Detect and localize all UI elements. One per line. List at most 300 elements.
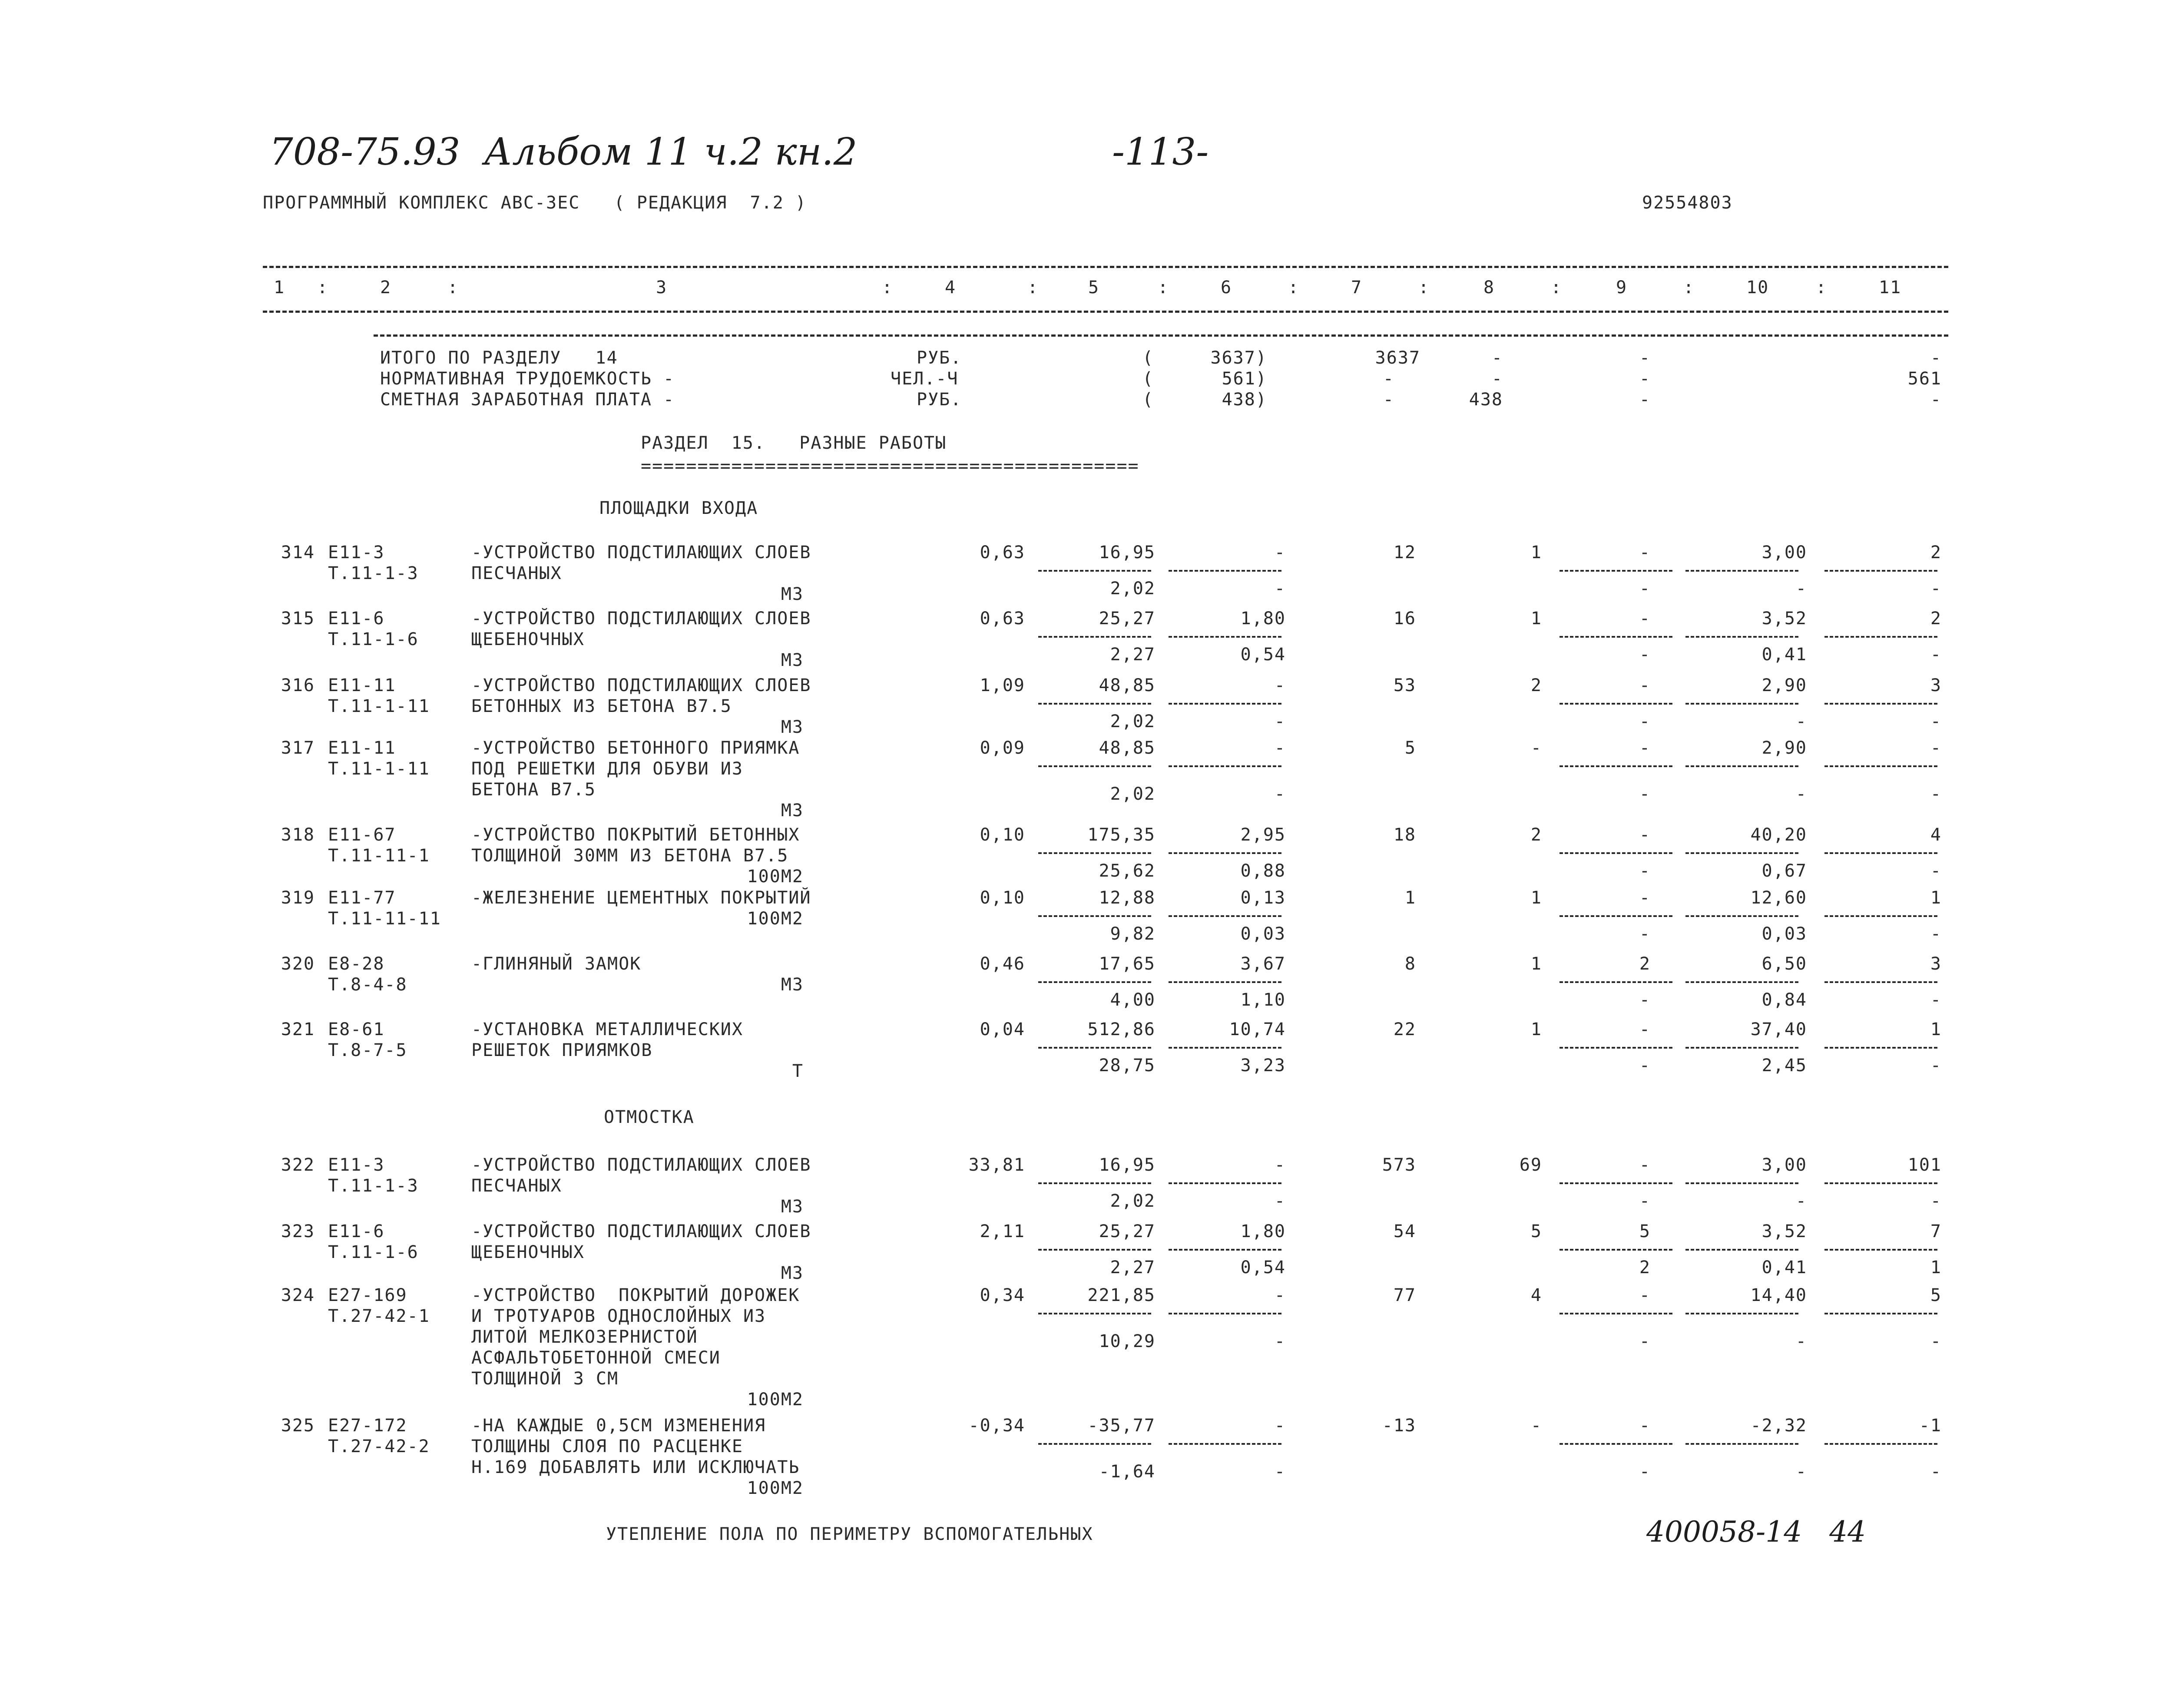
item-quantity: 0,46 (980, 954, 1025, 974)
item-reference: Т.11-1-6 (328, 629, 419, 649)
item-quantity: 0,10 (980, 825, 1025, 845)
totals-c11: - (1930, 390, 1942, 410)
item-wage-machines: - (1274, 579, 1286, 599)
item-reference: Т.11-11-1 (328, 846, 430, 866)
item-description-line: ТОЛЩИНОЙ 30ММ ИЗ БЕТОНА В7.5 (471, 846, 789, 866)
item-unit: 100М2 (747, 909, 804, 929)
col-num-10: 10 (1746, 278, 1769, 298)
item-col9: - (1639, 1020, 1651, 1039)
cell-separator (1685, 636, 1798, 638)
item-cost-total: 16,95 (1099, 543, 1156, 563)
cell-separator (1038, 915, 1151, 917)
item-number: 322 (281, 1155, 315, 1175)
cell-separator (1169, 981, 1281, 983)
totals-unit: РУБ. (917, 390, 962, 410)
item-number: 323 (281, 1221, 315, 1241)
item-code: Е11-67 (328, 825, 396, 845)
item-col8: 1 (1530, 954, 1542, 974)
item-unit: 100М2 (747, 867, 804, 887)
item-description-line: АСФАЛЬТОБЕТОННОЙ СМЕСИ (471, 1348, 721, 1368)
cell-separator (1038, 703, 1151, 705)
cell-separator (1559, 765, 1672, 767)
item-unit: М3 (781, 801, 804, 821)
cell-separator (1169, 852, 1281, 854)
item-description-line: И ТРОТУАРОВ ОДНОСЛОЙНЫХ ИЗ (471, 1306, 766, 1326)
col-num-8: 8 (1483, 278, 1495, 298)
cell-separator (1038, 570, 1151, 572)
item-description-line: -УСТРОЙСТВО БЕТОННОГО ПРИЯМКА (471, 738, 800, 758)
item-cost-total: -35,77 (1087, 1416, 1156, 1436)
item-col9: - (1639, 1155, 1651, 1175)
handwritten-page-number: -113- (1112, 130, 1209, 174)
item-sub-col11: - (1930, 1462, 1942, 1482)
item-wage-total: 4,00 (1110, 990, 1156, 1010)
item-reference: Т.11-1-11 (328, 696, 430, 716)
item-sub-col9: - (1639, 712, 1651, 732)
cell-separator (1824, 1182, 1937, 1184)
item-description-line: -УСТРОЙСТВО ПОДСТИЛАЮЩИХ СЛОЕВ (471, 675, 811, 695)
col-sep: : (1683, 278, 1695, 298)
item-col10: 2,90 (1761, 675, 1807, 695)
col-sep: : (1158, 278, 1169, 298)
item-sub-col10: - (1795, 1191, 1807, 1211)
program-line: ПРОГРАММНЫЙ КОМПЛЕКС АВС-3ЕС ( РЕДАКЦИЯ 7.2 ) (263, 193, 807, 213)
item-col8: - (1530, 738, 1542, 758)
item-unit: М3 (781, 650, 804, 670)
item-sub-col10: 0,41 (1761, 1258, 1807, 1278)
item-sub-col10: 0,67 (1761, 861, 1807, 881)
column-number-row (0, 278, 2172, 300)
item-wage-machines: 1,10 (1240, 990, 1286, 1010)
item-cost-machines: 3,67 (1240, 954, 1286, 974)
item-sub-col9: - (1639, 645, 1651, 665)
col-num-6: 6 (1221, 278, 1232, 298)
item-col10: 3,52 (1761, 609, 1807, 629)
item-wage-machines: - (1274, 1191, 1286, 1211)
item-col7: 1 (1404, 888, 1416, 908)
item-col7: 53 (1393, 675, 1416, 695)
totals-c6: ( 438) (1142, 390, 1267, 410)
item-description-line: ТОЛЩИНОЙ 3 СМ (471, 1369, 619, 1389)
item-wage-total: 10,29 (1099, 1331, 1156, 1351)
item-wage-machines: 0,54 (1240, 1258, 1286, 1278)
item-col10: 6,50 (1761, 954, 1807, 974)
col-num-11: 11 (1879, 278, 1902, 298)
cell-separator (1685, 1249, 1798, 1251)
cell-separator (1824, 765, 1937, 767)
item-number: 317 (281, 738, 315, 758)
item-sub-col9: - (1639, 1056, 1651, 1076)
cell-separator (1685, 1047, 1798, 1049)
item-description-line: ЩЕБЕНОЧНЫХ (471, 1242, 585, 1262)
totals-c7: - (1383, 369, 1394, 389)
col-num-3: 3 (656, 278, 668, 298)
item-number: 320 (281, 954, 315, 974)
item-wage-total: 2,02 (1110, 784, 1156, 804)
cell-separator (1169, 1249, 1281, 1251)
item-col10: -2,32 (1750, 1416, 1807, 1436)
item-unit: М3 (781, 584, 804, 604)
item-col10: 2,90 (1761, 738, 1807, 758)
col-num-5: 5 (1088, 278, 1100, 298)
item-wage-total: 2,02 (1110, 1191, 1156, 1211)
item-col9: - (1639, 609, 1651, 629)
cell-separator (1169, 1313, 1281, 1314)
item-unit: 100М2 (747, 1478, 804, 1498)
cell-separator (1824, 852, 1937, 854)
item-col7: 54 (1393, 1221, 1416, 1241)
cell-separator (1824, 570, 1937, 572)
cell-separator (1038, 1249, 1151, 1251)
col-sep: : (447, 278, 459, 298)
item-unit: М3 (781, 975, 804, 995)
item-sub-col11: - (1930, 712, 1942, 732)
cell-separator (1685, 570, 1798, 572)
item-col9: - (1639, 738, 1651, 758)
cell-separator (1559, 703, 1672, 705)
item-col8: 1 (1530, 1020, 1542, 1039)
cell-separator (1685, 703, 1798, 705)
col-sep: : (1027, 278, 1039, 298)
item-col9: 5 (1639, 1221, 1651, 1241)
item-code: Е27-169 (328, 1285, 407, 1305)
item-description-line: БЕТОНА В7.5 (471, 780, 596, 800)
handwritten-album-ref: 708-75.93 Альбом 11 ч.2 кн.2 (269, 130, 858, 174)
col-sep: : (1551, 278, 1563, 298)
cell-separator (1559, 1182, 1672, 1184)
item-cost-machines: 2,95 (1240, 825, 1286, 845)
item-unit: Т (792, 1061, 804, 1081)
item-cost-total: 16,95 (1099, 1155, 1156, 1175)
header-rule-bottom (263, 311, 1948, 313)
item-col11: 3 (1930, 675, 1942, 695)
cell-separator (1824, 1313, 1937, 1314)
cell-separator (1824, 636, 1937, 638)
item-col11: -1 (1919, 1416, 1942, 1436)
item-reference: Т.27-42-2 (328, 1437, 430, 1456)
item-number: 315 (281, 609, 315, 629)
item-sub-col10: 0,03 (1761, 924, 1807, 944)
item-unit: М3 (781, 1197, 804, 1217)
item-sub-col10: 2,45 (1761, 1056, 1807, 1076)
totals-row: СМЕТНАЯ ЗАРАБОТНАЯ ПЛАТА - (380, 390, 675, 410)
col-num-2: 2 (380, 278, 392, 298)
col-num-4: 4 (945, 278, 957, 298)
totals-row: НОРМАТИВНАЯ ТРУДОЕМКОСТЬ - (380, 369, 675, 389)
item-description-line: Н.169 ДОБАВЛЯТЬ ИЛИ ИСКЛЮЧАТЬ (471, 1457, 800, 1477)
item-sub-col9: - (1639, 784, 1651, 804)
cell-separator (1169, 703, 1281, 705)
item-description-line: -УСТРОЙСТВО ПОДСТИЛАЮЩИХ СЛОЕВ (471, 1221, 811, 1241)
handwritten-footer-mark: 400058-14 44 (1646, 1515, 1866, 1549)
item-col7: -13 (1382, 1416, 1416, 1436)
item-description-line: -НА КАЖДЫЕ 0,5СМ ИЗМЕНЕНИЯ (471, 1416, 766, 1436)
item-col10: 14,40 (1750, 1285, 1807, 1305)
item-code: Е27-172 (328, 1416, 407, 1436)
item-sub-col11: - (1930, 861, 1942, 881)
item-wage-total: 2,02 (1110, 579, 1156, 599)
item-sub-col11: - (1930, 1191, 1942, 1211)
subsection-title: ПЛОЩАДКИ ВХОДА (599, 498, 758, 518)
item-sub-col10: - (1795, 784, 1807, 804)
item-wage-machines: - (1274, 784, 1286, 804)
item-unit: 100М2 (747, 1390, 804, 1410)
col-num-7: 7 (1351, 278, 1363, 298)
item-col10: 40,20 (1750, 825, 1807, 845)
item-cost-machines: 0,13 (1240, 888, 1286, 908)
item-description-line: -ГЛИНЯНЫЙ ЗАМОК (471, 954, 642, 974)
item-cost-machines: 1,80 (1240, 1221, 1286, 1241)
item-col11: 4 (1930, 825, 1942, 845)
cell-separator (1685, 852, 1798, 854)
cell-separator (1685, 1443, 1798, 1445)
totals-c7: 3637 (1375, 348, 1420, 368)
item-col8: 1 (1530, 609, 1542, 629)
item-col7: 8 (1404, 954, 1416, 974)
item-sub-col9: - (1639, 924, 1651, 944)
item-reference: Т.11-1-11 (328, 759, 430, 779)
totals-c8: - (1491, 348, 1503, 368)
item-cost-machines: 10,74 (1229, 1020, 1286, 1039)
item-col11: 2 (1930, 609, 1942, 629)
cell-separator (1169, 915, 1281, 917)
item-col7: 22 (1393, 1020, 1416, 1039)
col-num-9: 9 (1616, 278, 1628, 298)
item-reference: Т.27-42-1 (328, 1306, 430, 1326)
item-col11: 101 (1907, 1155, 1942, 1175)
cell-separator (1685, 765, 1798, 767)
item-col9: - (1639, 1416, 1651, 1436)
cell-separator (1169, 1443, 1281, 1445)
item-sub-col10: 0,41 (1761, 645, 1807, 665)
item-cost-total: 512,86 (1087, 1020, 1156, 1039)
header-rule-under (374, 334, 1948, 337)
item-wage-total: 25,62 (1099, 861, 1156, 881)
item-col10: 3,00 (1761, 1155, 1807, 1175)
item-wage-total: -1,64 (1099, 1462, 1156, 1482)
cell-separator (1824, 981, 1937, 983)
item-reference: Т.8-7-5 (328, 1040, 407, 1060)
item-description-line: ПЕСЧАНЫХ (471, 563, 562, 583)
item-col7: 77 (1393, 1285, 1416, 1305)
item-description-line: ПОД РЕШЕТКИ ДЛЯ ОБУВИ ИЗ (471, 759, 743, 779)
item-sub-col10: - (1795, 1331, 1807, 1351)
item-quantity: -0,34 (968, 1416, 1025, 1436)
item-wage-machines: - (1274, 1331, 1286, 1351)
cell-separator (1685, 981, 1798, 983)
item-col8: 1 (1530, 543, 1542, 563)
item-description-line: -УСТРОЙСТВО ПОДСТИЛАЮЩИХ СЛОЕВ (471, 543, 811, 563)
item-description-line: БЕТОННЫХ ИЗ БЕТОНА В7.5 (471, 696, 732, 716)
item-reference: Т.11-1-3 (328, 563, 419, 583)
item-col11: - (1930, 738, 1942, 758)
item-code: Е11-3 (328, 543, 385, 563)
item-number: 324 (281, 1285, 315, 1305)
cell-separator (1824, 703, 1937, 705)
item-sub-col11: - (1930, 579, 1942, 599)
cell-separator (1038, 852, 1151, 854)
item-col8: - (1530, 1416, 1542, 1436)
section-15-underline: ============================================ (641, 456, 1139, 476)
cell-separator (1685, 915, 1798, 917)
item-description-line: ПЕСЧАНЫХ (471, 1176, 562, 1196)
item-number: 318 (281, 825, 315, 845)
cell-separator (1559, 915, 1672, 917)
item-description-line: -УСТАНОВКА МЕТАЛЛИЧЕСКИХ (471, 1020, 743, 1039)
cell-separator (1824, 915, 1937, 917)
item-col10: 3,00 (1761, 543, 1807, 563)
item-sub-col11: - (1930, 1331, 1942, 1351)
item-cost-machines: - (1274, 1285, 1286, 1305)
cell-separator (1169, 570, 1281, 572)
cell-separator (1038, 1047, 1151, 1049)
item-code: Е11-6 (328, 1221, 385, 1241)
item-col9: - (1639, 825, 1651, 845)
cell-separator (1559, 1047, 1672, 1049)
item-quantity: 0,04 (980, 1020, 1025, 1039)
item-col8: 1 (1530, 888, 1542, 908)
item-description-line: -УСТРОЙСТВО ПОДСТИЛАЮЩИХ СЛОЕВ (471, 609, 811, 629)
item-cost-total: 221,85 (1087, 1285, 1156, 1305)
item-cost-machines: - (1274, 1416, 1286, 1436)
cell-separator (1559, 852, 1672, 854)
subsection-title: ОТМОСТКА (604, 1107, 695, 1127)
cell-separator (1824, 1443, 1937, 1445)
cell-separator (1169, 765, 1281, 767)
item-wage-machines: 0,03 (1240, 924, 1286, 944)
item-number: 321 (281, 1020, 315, 1039)
col-num-1: 1 (274, 278, 285, 298)
item-description-line: ЛИТОЙ МЕЛКОЗЕРНИСТОЙ (471, 1327, 698, 1347)
col-sep: : (1418, 278, 1430, 298)
item-sub-col9: - (1639, 579, 1651, 599)
cell-separator (1038, 636, 1151, 638)
item-number: 316 (281, 675, 315, 695)
totals-c11: 561 (1907, 369, 1942, 389)
item-quantity: 33,81 (968, 1155, 1025, 1175)
item-sub-col11: - (1930, 1056, 1942, 1076)
cell-separator (1038, 1182, 1151, 1184)
item-sub-col9: - (1639, 1191, 1651, 1211)
item-number: 314 (281, 543, 315, 563)
item-sub-col11: - (1930, 784, 1942, 804)
item-wage-total: 2,02 (1110, 712, 1156, 732)
totals-c6: ( 561) (1142, 369, 1267, 389)
item-cost-machines: - (1274, 543, 1286, 563)
item-cost-total: 48,85 (1099, 675, 1156, 695)
item-code: Е11-11 (328, 738, 396, 758)
item-col7: 5 (1404, 738, 1416, 758)
totals-c9: - (1639, 369, 1651, 389)
cell-separator (1559, 1313, 1672, 1314)
cell-separator (1685, 1182, 1798, 1184)
item-col9: - (1639, 1285, 1651, 1305)
item-wage-total: 9,82 (1110, 924, 1156, 944)
item-description-line: ЩЕБЕНОЧНЫХ (471, 629, 585, 649)
item-col10: 12,60 (1750, 888, 1807, 908)
item-sub-col11: - (1930, 924, 1942, 944)
item-quantity: 0,63 (980, 543, 1025, 563)
item-wage-total: 28,75 (1099, 1056, 1156, 1076)
totals-c9: - (1639, 390, 1651, 410)
item-wage-total: 2,27 (1110, 1258, 1156, 1278)
item-sub-col11: - (1930, 990, 1942, 1010)
item-description-line: -УСТРОЙСТВО ПОКРЫТИЙ ДОРОЖЕК (471, 1285, 800, 1305)
item-quantity: 0,34 (980, 1285, 1025, 1305)
item-col8: 2 (1530, 825, 1542, 845)
item-col11: 7 (1930, 1221, 1942, 1241)
item-unit: М3 (781, 717, 804, 737)
item-col7: 18 (1393, 825, 1416, 845)
item-cost-machines: - (1274, 738, 1286, 758)
item-cost-total: 175,35 (1087, 825, 1156, 845)
cell-separator (1824, 1047, 1937, 1049)
totals-c11: - (1930, 348, 1942, 368)
item-code: Е11-6 (328, 609, 385, 629)
doc-number: 92554803 (1642, 193, 1733, 213)
cell-separator (1038, 981, 1151, 983)
totals-c8: 438 (1469, 390, 1503, 410)
item-code: Е11-3 (328, 1155, 385, 1175)
cell-separator (1038, 1313, 1151, 1314)
item-cost-total: 48,85 (1099, 738, 1156, 758)
item-code: Е11-11 (328, 675, 396, 695)
totals-c7: - (1383, 390, 1394, 410)
item-col9: - (1639, 675, 1651, 695)
item-wage-machines: - (1274, 1462, 1286, 1482)
item-col9: - (1639, 888, 1651, 908)
cell-separator (1559, 570, 1672, 572)
item-col11: 2 (1930, 543, 1942, 563)
item-unit: М3 (781, 1263, 804, 1283)
item-wage-machines: 0,88 (1240, 861, 1286, 881)
item-sub-col10: - (1795, 579, 1807, 599)
item-description-line: -ЖЕЛЕЗНЕНИЕ ЦЕМЕНТНЫХ ПОКРЫТИЙ (471, 888, 811, 908)
cell-separator (1038, 765, 1151, 767)
item-code: Е11-77 (328, 888, 396, 908)
item-col7: 573 (1382, 1155, 1416, 1175)
item-cost-total: 17,65 (1099, 954, 1156, 974)
col-sep: : (1816, 278, 1828, 298)
section-15-title: РАЗДЕЛ 15. РАЗНЫЕ РАБОТЫ (641, 433, 947, 453)
item-reference: Т.11-11-11 (328, 909, 441, 929)
item-wage-machines: 3,23 (1240, 1056, 1286, 1076)
item-col8: 69 (1519, 1155, 1542, 1175)
item-quantity: 0,10 (980, 888, 1025, 908)
col-sep: : (882, 278, 894, 298)
item-code: Е8-61 (328, 1020, 385, 1039)
cell-separator (1169, 1047, 1281, 1049)
item-sub-col11: 1 (1930, 1258, 1942, 1278)
item-cost-total: 25,27 (1099, 1221, 1156, 1241)
totals-row: ИТОГО ПО РАЗДЕЛУ 14 (380, 348, 618, 368)
item-reference: Т.8-4-8 (328, 975, 407, 995)
item-col7: 16 (1393, 609, 1416, 629)
item-quantity: 0,63 (980, 609, 1025, 629)
item-description-line: -УСТРОЙСТВО ПОДСТИЛАЮЩИХ СЛОЕВ (471, 1155, 811, 1175)
item-quantity: 0,09 (980, 738, 1025, 758)
totals-c6: ( 3637) (1142, 348, 1267, 368)
item-description-line: РЕШЕТОК ПРИЯМКОВ (471, 1040, 653, 1060)
item-wage-machines: 0,54 (1240, 645, 1286, 665)
item-code: Е8-28 (328, 954, 385, 974)
item-cost-machines: 1,80 (1240, 609, 1286, 629)
col-sep: : (1288, 278, 1300, 298)
item-cost-machines: - (1274, 675, 1286, 695)
item-col10: 3,52 (1761, 1221, 1807, 1241)
cell-separator (1559, 981, 1672, 983)
item-col8: 5 (1530, 1221, 1542, 1241)
